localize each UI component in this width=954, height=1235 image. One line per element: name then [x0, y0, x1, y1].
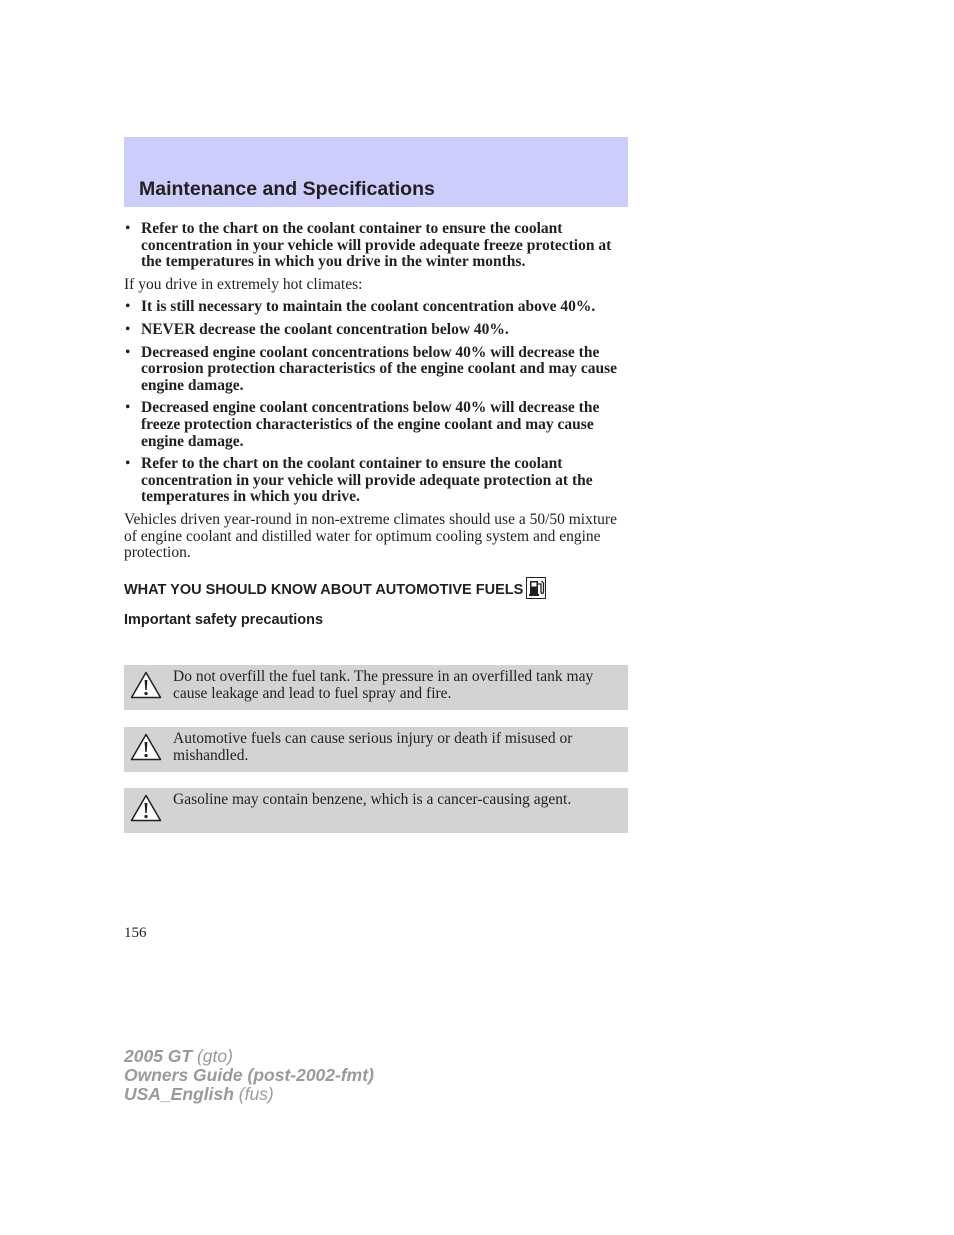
year-round-paragraph: Vehicles driven year-round in non-extreme climates should use a 50/50 mixture of engine coolant and distilled water for optimum cooling system and engine protection.	[124, 510, 617, 562]
footer-model: 2005 GT	[124, 1046, 193, 1066]
coolant-list-1	[124, 221, 628, 271]
document-footer	[124, 1047, 374, 1104]
list-item: • It is still necessary to maintain the coolant concentration above 40%.	[124, 299, 628, 316]
footer-line-3	[124, 1085, 374, 1104]
page-number: 156	[124, 925, 147, 941]
list-item: • Refer to the chart on the coolant container to ensure the coolant concentration in your vehicle will provide adequate protection at the temperatures in which you drive.	[124, 456, 628, 506]
footer-language-code: (fus)	[233, 1084, 274, 1104]
list-item: • Refer to the chart on the coolant container to ensure the coolant concentration in your vehicle will provide adequate freeze protection at the temperatures in which you drive in the winter months.	[124, 221, 628, 271]
footer-line-1	[124, 1047, 374, 1066]
warning-text: Do not overfill the fuel tank. The pressure in an overfilled tank may cause leakage and lead to fuel spray and fire.	[173, 668, 594, 702]
warning-triangle-icon	[130, 794, 162, 822]
page-title: Maintenance and Specifications	[139, 178, 435, 200]
warning-box-benzene	[124, 788, 628, 833]
hot-climates-intro: If you drive in extremely hot climates:	[124, 275, 363, 293]
coolant-list-2	[124, 299, 628, 506]
footer-line-2	[124, 1066, 374, 1085]
list-item: • Decreased engine coolant concentrations below 40% will decrease the corrosion protection characteristics of the engine coolant and may cause engine damage.	[124, 345, 628, 395]
section-header-band	[124, 137, 628, 207]
footer-guide-name: Owners Guide (post-2002-fmt)	[124, 1065, 374, 1085]
list-item: • NEVER decrease the coolant concentration below 40%.	[124, 322, 628, 339]
warning-text: Gasoline may contain benzene, which is a cancer-causing agent.	[173, 791, 572, 808]
fuels-heading-text: WHAT YOU SHOULD KNOW ABOUT AUTOMOTIVE FUELS	[124, 581, 524, 598]
safety-precautions-heading: Important safety precautions	[124, 611, 324, 628]
footer-language: USA_English	[124, 1084, 234, 1104]
warning-box-overfill	[124, 665, 628, 710]
warning-triangle-icon	[130, 733, 162, 761]
fuel-pump-icon	[526, 577, 546, 599]
warning-triangle-icon	[130, 671, 162, 699]
warning-text: Automotive fuels can cause serious injury or death if misused or mishandled.	[173, 730, 573, 764]
warning-box-misuse	[124, 727, 628, 772]
main-content	[124, 221, 628, 630]
list-item: • Decreased engine coolant concentrations below 40% will decrease the freeze protection characteristics of the engine coolant and may cause engine damage.	[124, 400, 628, 450]
footer-model-code: (gto)	[192, 1046, 233, 1066]
fuels-section-heading	[124, 579, 628, 601]
